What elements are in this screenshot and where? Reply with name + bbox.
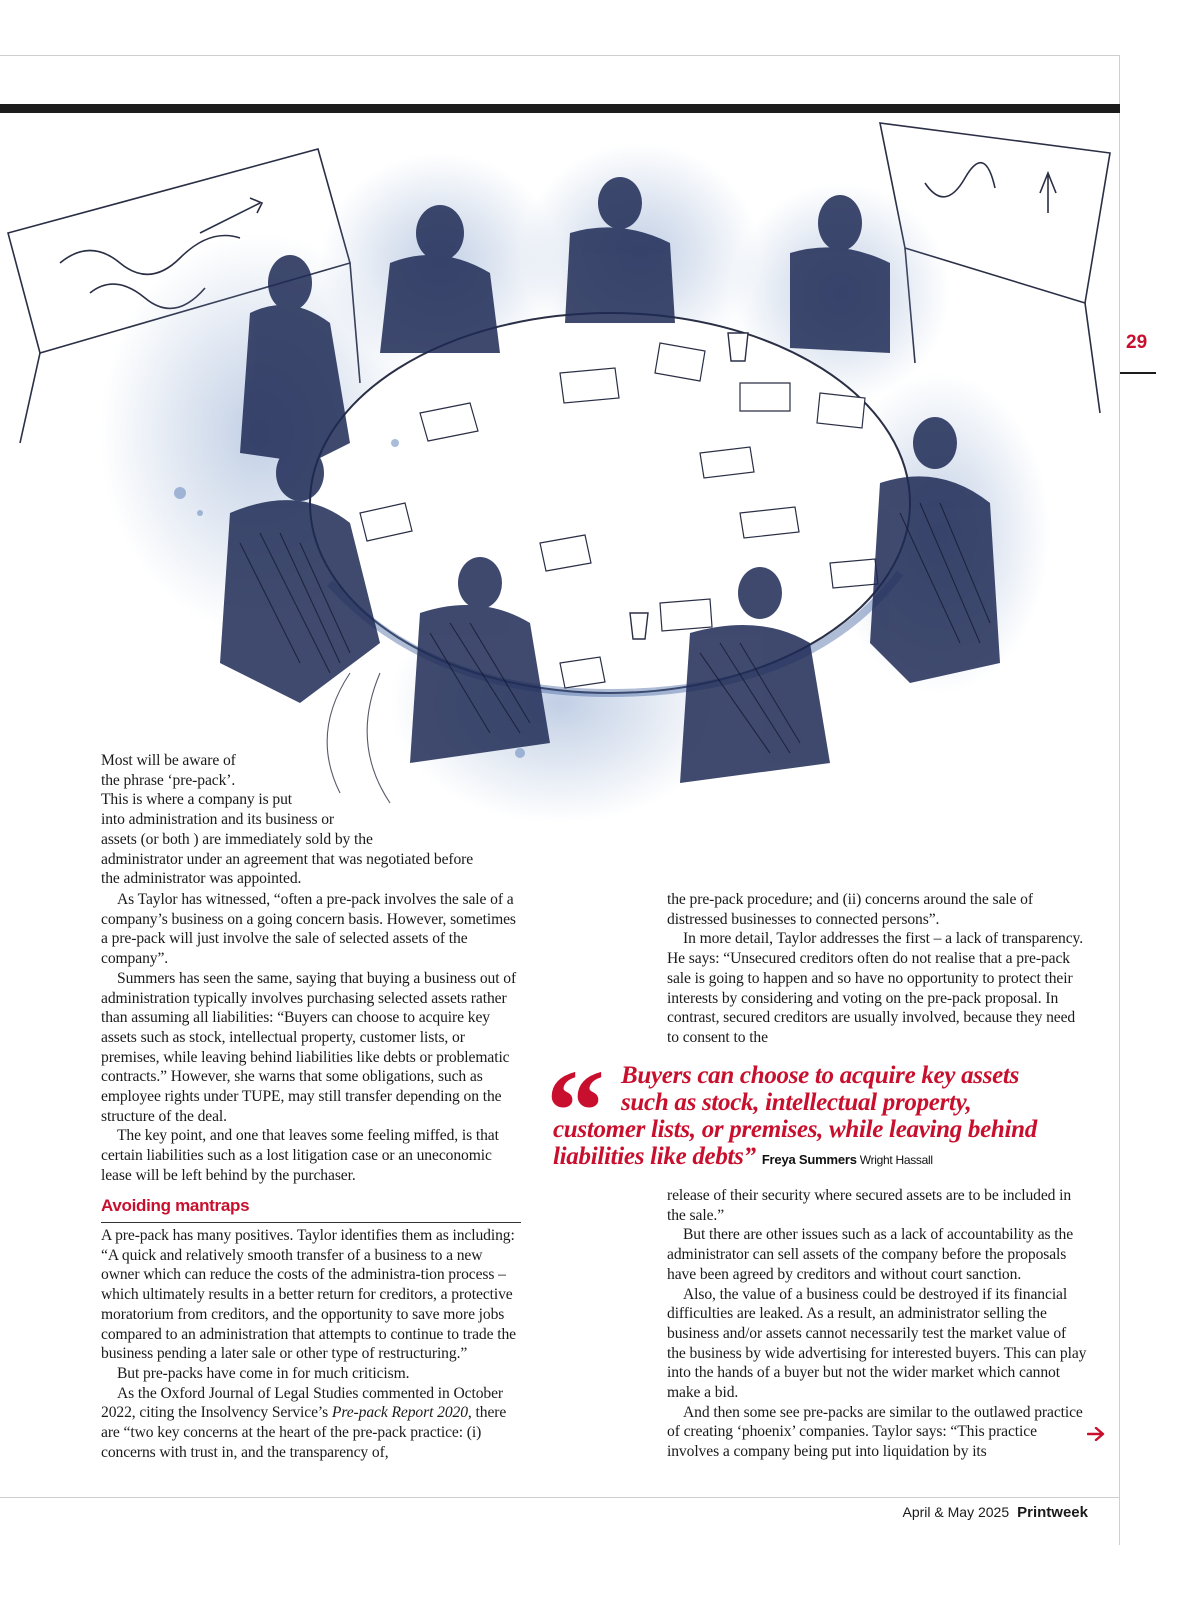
quote-mark-icon: “ (546, 1045, 605, 1176)
paragraph: But pre-packs have come in for much criticism. (117, 1364, 410, 1382)
quote-attribution-org: Wright Hassall (859, 1153, 933, 1167)
right-column-top (667, 890, 1087, 1048)
intro-line: administrator under an agreement that was negotiated before (101, 850, 474, 868)
paragraph: In more detail, Taylor addresses the first – a lack of transparency. He says: “Unsecured creditors often do not realise that a pre-pack sale is going to happen and so have no opportunity to protect their interests by considering and voting on the pre-pack proposal. In contrast, secured creditors are usually involved, because they need to consent to the (667, 930, 1083, 1046)
paragraph: Summers has seen the same, saying that buying a business out of administration typically involves purchasing selected assets rather than assuming all liabilities: “Buyers can choose to acquire key assets such as stock, intellectual property, customer lists, or premises, while leaving behind liabilities like debts or problematic contracts.” However, she warns that some obligations, such as employee rights under TUPE, may still transfer depending on the structure of the deal. (101, 969, 517, 1125)
quote-attribution-name: Freya Summers (761, 1152, 857, 1167)
intro-line: into administration and its business or (101, 811, 335, 829)
left-column (101, 890, 521, 1186)
arrow-right-icon (1087, 1427, 1105, 1441)
page-frame-bottom (0, 1497, 1120, 1498)
pull-quote-last-line (553, 1143, 1073, 1174)
page-footer (903, 1504, 1088, 1521)
paragraph: As Taylor has witnessed, “often a pre-pack involves the sale of a company’s business on a going concern basis. However, sometimes a pre-pack will just involve the sale of selected assets of the company”. (101, 891, 516, 968)
intro-line: Most will be aware of (101, 752, 236, 769)
section-subhead: Avoiding mantraps (101, 1196, 250, 1215)
paragraph: Also, the value of a business could be destroyed if its financial difficulties are leaked. As a result, an administrator selling the business and/or assets cannot necessarily test the market value of the business by wide advertising for interested buyers. This can play into the hands of a buyer but not the wider market which cannot make a bid. (667, 1285, 1087, 1402)
page-frame-right (1119, 55, 1120, 1545)
pull-quote (553, 1062, 1073, 1174)
paragraph: A pre-pack has many positives. Taylor identifies them as including: “A quick and relatively smooth transfer of a business to a new owner which can reduce the costs of the administra-tion process – which ultimately results in a better return for creditors, a protective moratorium from creditors, and the opportunity to save more jobs compared to an administration that attempts to continue to trade the business pending a later sale or other type of restructuring.” (101, 1227, 516, 1363)
pull-quote-line: such as stock, intellectual property, (621, 1089, 972, 1116)
header-bar (0, 104, 1120, 113)
paragraph: And then some see pre-packs are similar to the outlawed practice of creating ‘phoenix’ companies. Taylor says: “This practice involves a company being put into liquidation by its (667, 1403, 1083, 1461)
report-title: Pre-pack Report 2020 (331, 1404, 468, 1422)
intro-line: the phrase ‘pre-pack’. (101, 771, 236, 789)
pull-quote-line: liabilities like debts” (553, 1143, 756, 1170)
paragraph: The key point, and one that leaves some feeling miffed, is that certain liabilities such as a lost litigation case or an uneconomic lease will be left behind by the purchaser. (101, 1127, 499, 1184)
left-column-2 (101, 1226, 521, 1462)
right-column-bottom (667, 1186, 1087, 1462)
pull-quote-line: Buyers can choose to acquire key assets (621, 1062, 1019, 1089)
issue-date: April & May 2025 (902, 1504, 1010, 1520)
text-run: As the Oxford Journal of Legal Studies commented in October 2022, citing the Insolvency Service’s (101, 1384, 504, 1422)
article-intro (101, 751, 521, 889)
subhead-rule (101, 1222, 521, 1223)
text-run: , there are “two key concerns at the heart of the pre-pack practice: (i) concerns with trust in, and the transparency of, (101, 1404, 507, 1461)
intro-line: assets (or both ) are immediately sold by the (101, 830, 373, 848)
paragraph (101, 1384, 521, 1463)
intro-line: the administrator was appointed. (101, 870, 302, 888)
page-number: 29 (1126, 332, 1148, 353)
paragraph: But there are other issues such as a lack of accountability as the administrator can sell assets of the company before the proposals have been agreed by creditors and without court sanction. (667, 1226, 1074, 1283)
publication-name: Printweek (1017, 1504, 1088, 1521)
pull-quote-line: customer lists, or premises, while leaving behind (553, 1116, 1037, 1143)
page-frame-top (0, 55, 1120, 56)
paragraph: the pre-pack procedure; and (ii) concerns around the sale of distressed businesses to connected persons”. (667, 891, 1033, 928)
intro-line: This is where a company is put (101, 791, 293, 809)
paragraph: release of their security where secured assets are to be included in the sale.” (667, 1187, 1072, 1224)
page-number-rule (1120, 372, 1156, 374)
